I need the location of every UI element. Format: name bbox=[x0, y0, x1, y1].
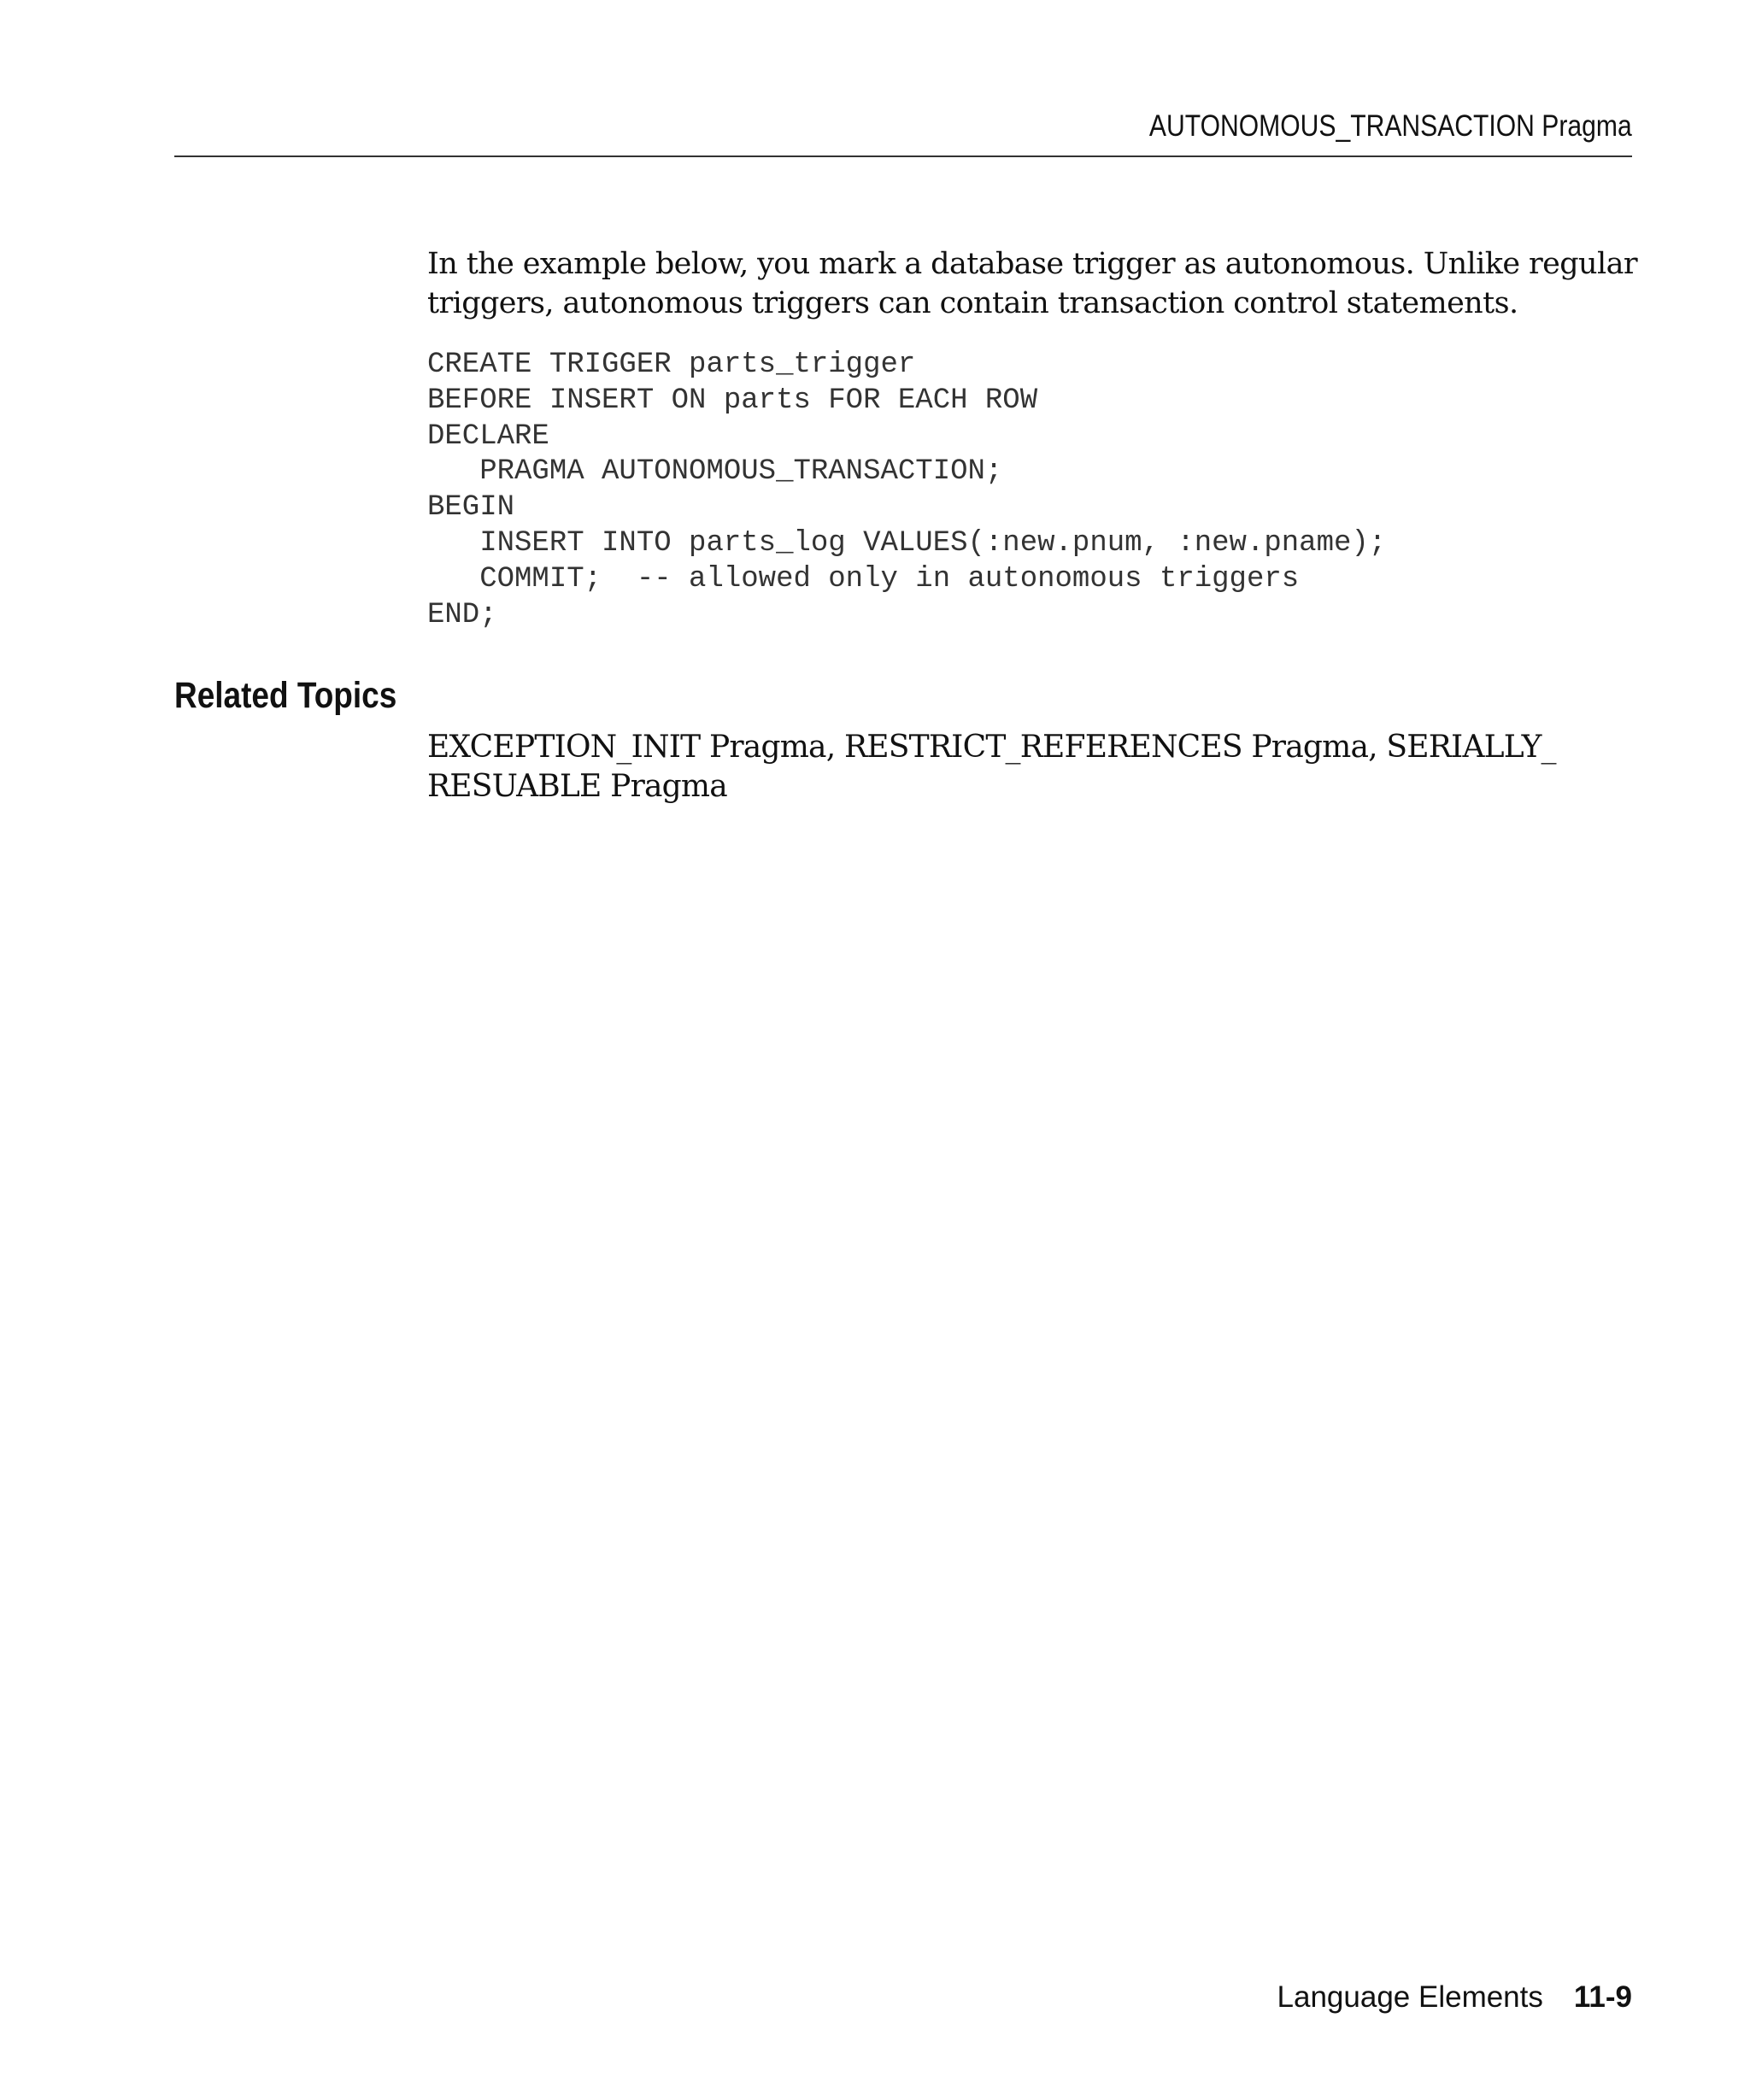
related-topics-heading: Related Topics bbox=[174, 675, 397, 716]
intro-paragraph: In the example below, you mark a database trigger as autonomous. Unlike regular triggers, autonomous triggers can contain transaction control statements. bbox=[427, 247, 1637, 320]
footer-section-title: Language Elements bbox=[1277, 1980, 1543, 2014]
running-header bbox=[174, 103, 1632, 157]
related-topics-list: EXCEPTION_INIT Pragma, RESTRICT_REFERENCES Pragma, SERIALLY_ RESUABLE Pragma bbox=[427, 730, 1556, 804]
page-number: 11-9 bbox=[1573, 1980, 1632, 2014]
running-header-title: AUTONOMOUS_TRANSACTION Pragma bbox=[1149, 109, 1632, 143]
code-example: CREATE TRIGGER parts_trigger BEFORE INSERT ON parts FOR EACH ROW DECLARE PRAGMA AUTONOMOUS_TRANSACTION; BEGIN INSERT INTO parts_log VALUES(:new.pnum, :new.pname); COMMIT; -- allowed only in autonomous triggers END; bbox=[427, 349, 1387, 631]
page-footer bbox=[1277, 1980, 1632, 2015]
